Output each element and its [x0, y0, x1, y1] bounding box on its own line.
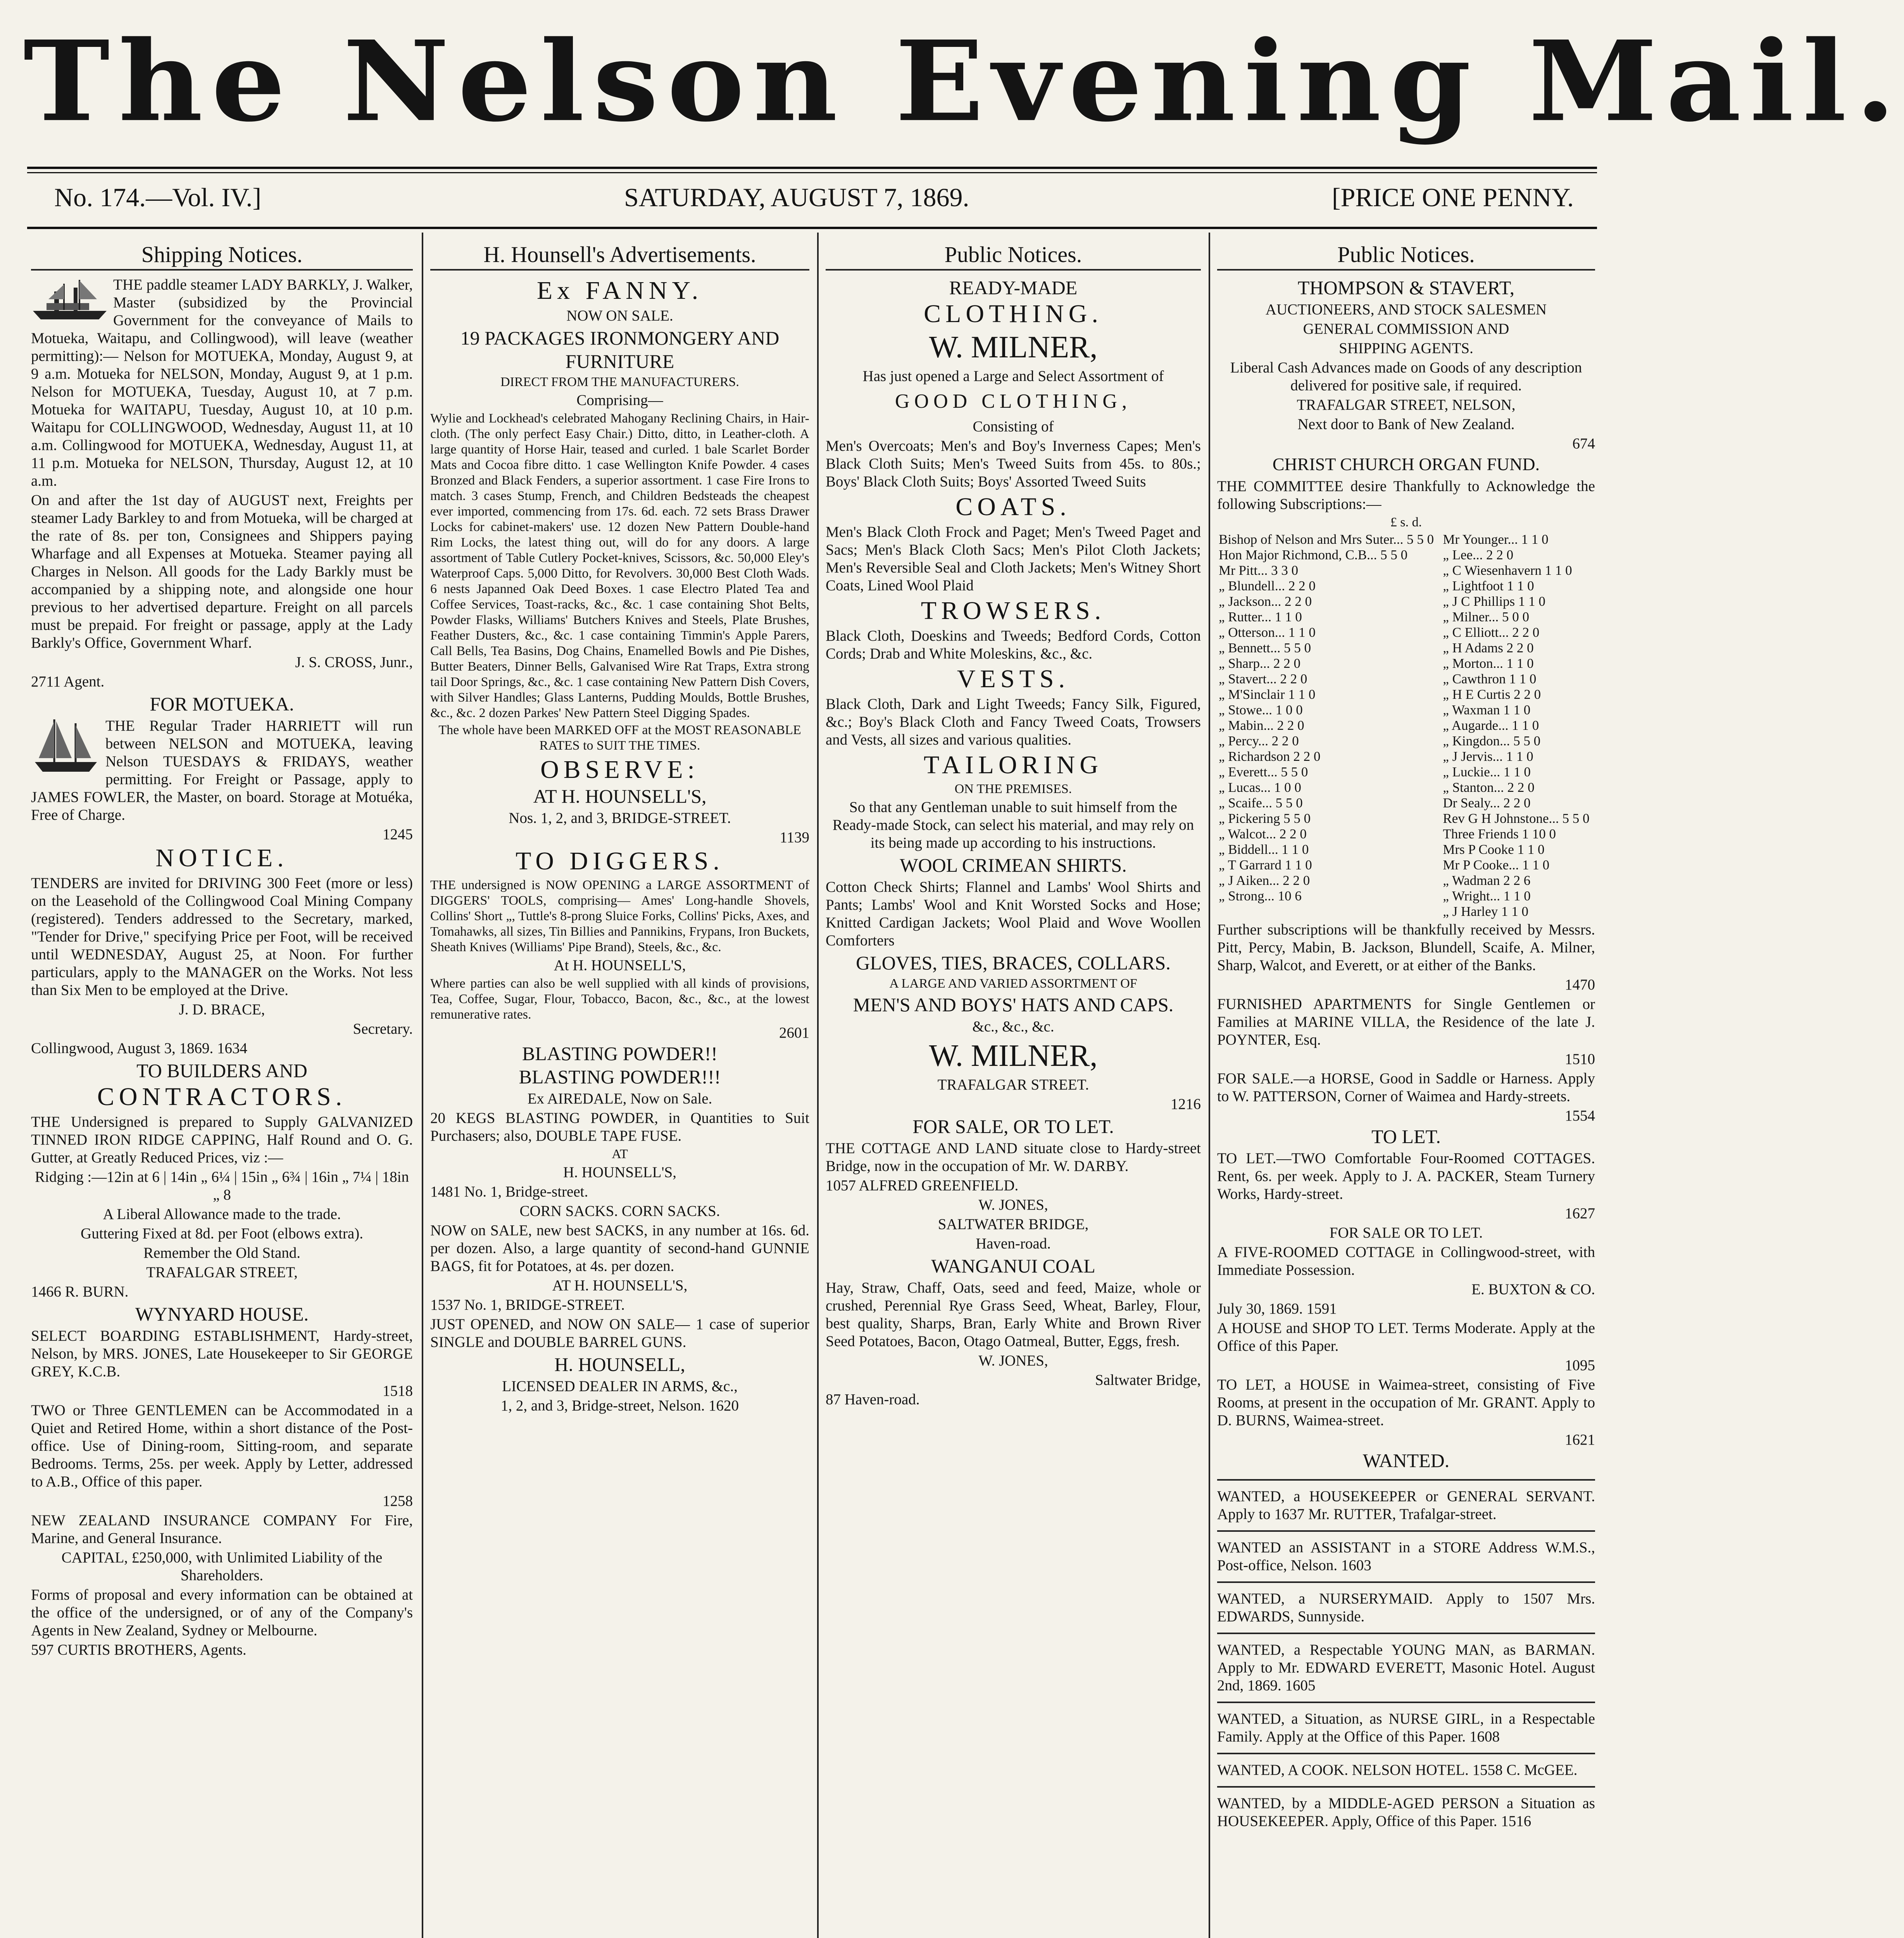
- subscriber-left: „ Rutter... 1 1 0: [1219, 609, 1302, 624]
- ad-separator: [1217, 1479, 1595, 1481]
- ad-separator: [1217, 1702, 1595, 1703]
- ad-subheading: Ex AIREDALE, Now on Sale.: [527, 1090, 712, 1107]
- subscriber-left: „ Jackson... 2 2 0: [1219, 594, 1312, 609]
- subscriber-right: „ J Jervis... 1 1 0: [1443, 749, 1533, 764]
- issue-price: [PRICE ONE PENNY.: [1331, 183, 1574, 212]
- ad-insurance: [31, 1512, 413, 1659]
- ad-number: 674: [1572, 435, 1595, 452]
- ad-price-list: Ridging :—12in at 6 | 14in „ 6¼ | 15in „ 6¾ | 16in „ 7¼ | 18in „ 8: [34, 1169, 409, 1203]
- ad-body: On and after the 1st day of AUGUST next, Freights per steamer Lady Barkley to and from Motueka, will be charged at the rate of 8s. per ton, Consignees and Shippers paying Wharfage and all Expenses at Motueka. Steamer paying all Charges in Nelson. All goods for the Lady Barkly must be accompanied by a shipping note, and alongside one hour previous to her advertised departure. Freight on all parcels must be prepaid. For freight or passage, apply at the Lady Barkly's Office, Government Wharf.: [31, 492, 413, 651]
- subscriber-left: „ Lucas... 1 0 0: [1219, 780, 1301, 795]
- subscriber-left: Mr Pitt... 3 3 0: [1219, 563, 1299, 578]
- steamer-icon: [31, 276, 109, 322]
- ad-signature: W. JONES,: [978, 1352, 1048, 1369]
- ad-heading: BLASTING POWDER!!!: [519, 1066, 721, 1088]
- ad-body: A FIVE-ROOMED COTTAGE in Collingwood-street, with Immediate Possession.: [1217, 1244, 1595, 1278]
- ad-heading: VESTS.: [957, 665, 1070, 693]
- ad-subheading: AUCTIONEERS, AND STOCK SALESMEN: [1265, 301, 1547, 318]
- column-public-notices-2: [1217, 240, 1595, 1938]
- ad-builders: [31, 1059, 413, 1301]
- ad-heading: CORN SACKS. CORN SACKS.: [519, 1203, 720, 1219]
- ad-notice-tenders: [31, 843, 413, 1057]
- ad-heading: TAILORING: [924, 751, 1103, 779]
- ad-house-and-shop: [1217, 1319, 1595, 1374]
- subscriber-right: „ C Elliott... 2 2 0: [1443, 625, 1540, 640]
- subscriber-left: „ Stavert... 2 2 0: [1219, 671, 1307, 686]
- ad-body: The whole have been MARKED OFF at the MOST REASONABLE RATES to SUIT THE TIMES.: [438, 723, 801, 753]
- wanted-item: WANTED an ASSISTANT in a STORE Address W.M.S., Post-office, Nelson. 1603: [1217, 1539, 1595, 1574]
- ad-heading: NOTICE.: [155, 844, 288, 872]
- issue-date: SATURDAY, AUGUST 7, 1869.: [624, 183, 969, 212]
- ad-wanted: [1217, 1449, 1595, 1830]
- ad-address: TRAFALGAR STREET.: [937, 1076, 1089, 1093]
- ad-for-motueka: [31, 692, 413, 843]
- column-divider: [422, 233, 423, 1938]
- column-heading: Shipping Notices.: [31, 240, 413, 271]
- ad-address: 1, 2, and 3, Bridge-street, Nelson. 1620: [500, 1397, 739, 1414]
- ad-body: FURNISHED APARTMENTS for Single Gentlemen or Families at MARINE VILLA, the Residence of the late J. POYNTER, Esq.: [1217, 996, 1595, 1048]
- ad-address: TRAFALGAR STREET, NELSON,: [1297, 397, 1516, 413]
- subscriber-right: „ Stanton... 2 2 0: [1443, 780, 1535, 795]
- ad-item-list: Black Cloth, Dark and Light Tweeds; Fancy Silk, Figured, &c.; Boy's Black Cloth and Fancy Tweed Coats, Trowsers and Vests, all sizes and various qualities.: [826, 696, 1201, 748]
- ad-body: Has just opened a Large and Select Assortment of: [862, 368, 1164, 384]
- subscriber-right: „ C Wiesenhavern 1 1 0: [1443, 563, 1572, 578]
- subscriber-left: „ M'Sinclair 1 1 0: [1219, 687, 1316, 702]
- subscriber-left: „ Everett... 5 5 0: [1219, 764, 1308, 779]
- ad-signature: AT H. HOUNSELL'S,: [552, 1277, 688, 1294]
- ad-heading: BLASTING POWDER!!: [522, 1043, 718, 1064]
- ad-body: NEW ZEALAND INSURANCE COMPANY For Fire, Marine, and General Insurance.: [31, 1512, 413, 1547]
- ad-signature: 597 CURTIS BROTHERS, Agents.: [31, 1641, 247, 1658]
- subscriber-left: Bishop of Nelson and Mrs Suter... 5 5 0: [1219, 532, 1434, 547]
- ad-body: AT: [612, 1147, 628, 1161]
- subscriber-left: „ Otterson... 1 1 0: [1219, 625, 1316, 640]
- ad-number: 1621: [1565, 1431, 1595, 1448]
- ad-body: &c., &c., &c.: [972, 1018, 1054, 1035]
- ad-subheading: DIRECT FROM THE MANUFACTURERS.: [500, 375, 739, 389]
- subscriber-left: Hon Major Richmond, C.B... 5 5 0: [1219, 547, 1408, 562]
- issue-number: No. 174.—Vol. IV.]: [54, 183, 261, 212]
- ad-body: JUST OPENED, and NOW ON SALE— 1 case of superior SINGLE and DOUBLE BARREL GUNS.: [430, 1316, 809, 1350]
- subscriber-right: „ Kingdon... 5 5 0: [1443, 733, 1541, 748]
- ad-heading: WOOL CRIMEAN SHIRTS.: [900, 854, 1127, 876]
- ad-heading: FOR SALE, OR TO LET.: [912, 1116, 1114, 1137]
- ad-gentlemen: [31, 1402, 413, 1510]
- wanted-item: WANTED, a NURSERYMAID. Apply to 1507 Mrs. EDWARDS, Sunnyside.: [1217, 1590, 1595, 1625]
- ad-footer: 1537 No. 1, BRIDGE-STREET.: [430, 1297, 625, 1313]
- ad-address: TRAFALGAR STREET,: [146, 1264, 298, 1281]
- ad-item-list: Cotton Check Shirts; Flannel and Lambs' Wool Shirts and Pants; Lambs' Wool and Knit Worsted Socks and Hose; Knitted Cardigan Jackets; Wool Plaid and Wove Woollen Comforters: [826, 879, 1201, 949]
- subscriber-right: Dr Sealy... 2 2 0: [1443, 795, 1531, 810]
- ad-body: A HOUSE and SHOP TO LET. Terms Moderate. Apply at the Office of this Paper.: [1217, 1320, 1595, 1354]
- ad-number: 1216: [1171, 1096, 1201, 1112]
- ad-body: So that any Gentleman unable to suit himself from the Ready-made Stock, can select his material, and may rely on its being made up according to his instructions.: [832, 799, 1194, 851]
- ad-number: 2711 Agent.: [31, 673, 105, 690]
- ad-heading: TO BUILDERS AND: [136, 1060, 307, 1081]
- ad-subheading: SHIPPING AGENTS.: [1339, 340, 1473, 357]
- ad-body: TWO or Three GENTLEMEN can be Accommodated in a Quiet and Retired Home, within a short distance of the Post-office. Use of Dining-room, Sitting-room, and separate Bedrooms. Terms, 25s. per week. Apply by Letter, addressed to A.B., Office of this paper.: [31, 1402, 413, 1490]
- ad-body: THE COTTAGE AND LAND situate close to Hardy-street Bridge, now in the occupation of Mr. W. DARBY.: [826, 1140, 1201, 1174]
- column-public-notices-1: [826, 240, 1201, 1938]
- ad-blasting-powder: [430, 1042, 809, 1201]
- ad-heading: CLOTHING.: [924, 300, 1103, 328]
- ad-heading: FOR MOTUEKA.: [150, 693, 294, 715]
- column-heading: Public Notices.: [1217, 240, 1595, 271]
- subscriber-right: „ Milner... 5 0 0: [1443, 609, 1529, 624]
- ad-separator: [1217, 1633, 1595, 1634]
- ad-currency-header: £ s. d.: [1390, 515, 1422, 529]
- ad-heading: THOMPSON & STAVERT,: [1297, 277, 1515, 298]
- subscriber-right: „ Augarde... 1 1 0: [1443, 718, 1539, 733]
- subscriber-right: Three Friends 1 10 0: [1443, 826, 1556, 841]
- ad-address: Nos. 1, 2, and 3, BRIDGE-STREET.: [509, 810, 731, 826]
- subscriber-right: Mr Younger... 1 1 0: [1443, 532, 1549, 547]
- subscriber-left: „ Stowe... 1 0 0: [1219, 702, 1303, 717]
- ad-body: Guttering Fixed at 8d. per Foot (elbows extra).: [81, 1225, 363, 1242]
- newspaper-title: The Nelson Evening Mail.: [23, 16, 1904, 147]
- ad-address: Next door to Bank of New Zealand.: [1297, 416, 1515, 433]
- subscriber-right: „ Wadman 2 2 6: [1443, 873, 1531, 888]
- subscriber-right: „ H Adams 2 2 0: [1443, 640, 1534, 655]
- wanted-item: WANTED, a HOUSEKEEPER or GENERAL SERVANT. Apply to 1637 Mr. RUTTER, Trafalgar-street.: [1217, 1488, 1595, 1522]
- ad-heading: TO DIGGERS.: [516, 847, 724, 875]
- ad-body: Liberal Cash Advances made on Goods of any description delivered for positive sale, if required.: [1230, 359, 1582, 394]
- ad-body: THE COMMITTEE desire Thankfully to Acknowledge the following Subscriptions:—: [1217, 478, 1595, 512]
- ad-body: THE Undersigned is prepared to Supply GALVANIZED TINNED IRON RIDGE CAPPING, Half Round and O. G. Gutter, at Greatly Reduced Prices, viz :—: [31, 1114, 413, 1166]
- ad-item-list: Hay, Straw, Chaff, Oats, seed and feed, Maize, whole or crushed, Perennial Rye Grass Seed, Wheat, Barley, Flour, best quality, Sharps, Bran, Early White and Brown River Seed Potatoes, Bacon, Otago Oatmeal, Butter, Eggs, fresh.: [826, 1279, 1201, 1350]
- ad-heading: WANGANUI COAL: [931, 1255, 1095, 1277]
- ad-signature-title: Secretary.: [353, 1021, 413, 1037]
- ad-heading: W. MILNER,: [929, 330, 1098, 364]
- ad-heading: COATS.: [955, 493, 1071, 521]
- ad-corn-sacks: [430, 1202, 809, 1314]
- ad-number: 1258: [383, 1493, 413, 1509]
- subscription-table: [1217, 532, 1595, 919]
- ad-item-list: Black Cloth, Doeskins and Tweeds; Bedford Cords, Cotton Cords; Drab and White Moleskins, &c., &c.: [826, 628, 1201, 662]
- top-rule: [27, 167, 1597, 169]
- column-divider: [1209, 233, 1210, 1938]
- ad-body: Comprising—: [576, 392, 663, 409]
- ad-address: Saltwater Bridge,: [1095, 1372, 1201, 1388]
- section-heading: WANTED.: [1362, 1450, 1450, 1471]
- ad-number: 1518: [383, 1383, 413, 1399]
- ad-number: 2601: [779, 1024, 809, 1041]
- ad-item-list: Men's Overcoats; Men's and Boy's Inverness Capes; Men's Black Cloth Suits; Men's Tweed Suits from 45s. to 80s.; Boys' Black Cloth Suits; Boys' Assorted Tweed Suits: [826, 438, 1201, 490]
- ad-body: TENDERS are invited for DRIVING 300 Feet (more or less) on the Leasehold of the Collingwood Coal Mining Company (registered). Tenders addressed to the Secretary, marked, "Tender for Drive," specifying Price per Foot, will be received until WEDNESDAY, August 25, at Noon. For further particulars, apply to the MANAGER on the Works. Not less than Six Men to be employed at the Drive.: [31, 875, 413, 998]
- ad-heading: CHRIST CHURCH ORGAN FUND.: [1272, 454, 1540, 474]
- subscriber-right: „ Cawthron 1 1 0: [1443, 671, 1537, 686]
- ad-horse-for-sale: [1217, 1070, 1595, 1125]
- wanted-item: WANTED, A COOK. NELSON HOTEL. 1558 C. McGEE.: [1217, 1762, 1578, 1778]
- top-rule-thin: [27, 172, 1597, 173]
- ad-signature: H. HOUNSELL'S,: [563, 1164, 676, 1181]
- column-hounsell: [430, 240, 809, 1938]
- dateline-rule: [27, 227, 1597, 229]
- wanted-item: WANTED, a Respectable YOUNG MAN, as BARMAN. Apply to Mr. EDWARD EVERETT, Masonic Hotel. August 2nd, 1869. 1605: [1217, 1641, 1595, 1694]
- ad-body: FOR SALE.—a HORSE, Good in Saddle or Harness. Apply to W. PATTERSON, Corner of Waimea and Hardy-streets.: [1217, 1070, 1595, 1105]
- column-heading: Public Notices.: [826, 240, 1201, 271]
- ad-subheading: SALTWATER BRIDGE,: [938, 1216, 1089, 1233]
- ad-body: 20 KEGS BLASTING POWDER, in Quantities to Suit Purchasers; also, DOUBLE TAPE FUSE.: [430, 1110, 809, 1144]
- ad-body: A Liberal Allowance made to the trade.: [103, 1206, 341, 1222]
- ad-body: CAPITAL, £250,000, with Unlimited Liability of the Shareholders.: [61, 1549, 383, 1584]
- ad-separator: [1217, 1786, 1595, 1788]
- ad-footer: 1481 No. 1, Bridge-street.: [430, 1183, 588, 1200]
- ad-to-diggers: [430, 847, 809, 1042]
- subscriber-left: „ Richardson 2 2 0: [1219, 749, 1321, 764]
- ad-footer: 87 Haven-road.: [826, 1391, 920, 1408]
- ad-furnished-apartments: [1217, 995, 1595, 1068]
- subscriber-left: „ Percy... 2 2 0: [1219, 733, 1299, 748]
- ad-number: 1139: [780, 829, 809, 846]
- ad-address: Haven-road.: [976, 1235, 1051, 1252]
- ad-body: THE paddle steamer LADY BARKLY, J. Walker, Master (subsidized by the Provincial Government for the conveyance of Mails to Motueka, Waitapu, and Collingwood), will leave (weather permitting):— Nelson for MOTUEKA, Monday, August 9, at 9 a.m. Motueka for NELSON, Monday, August 9, at 1 p.m. Nelson for MOTUEKA, Tuesday, August 10, at 7 p.m. Motueka for WAITAPU, Tuesday, August 10, at 10 p.m. Waitapu for COLLINGWOOD, Wednesday, August 11, at 10 a.m. Collingwood for MOTUEKA, Wednesday, August 11, at 11 p.m. Motueka for NELSON, Thursday, August 12, at 10 a.m.: [31, 276, 413, 489]
- ad-guns: [430, 1316, 809, 1415]
- ad-heading: READY-MADE: [949, 277, 1078, 298]
- ad-signature: J. D. BRACE,: [179, 1001, 265, 1018]
- column-shipping: [31, 240, 413, 1938]
- ad-item-list: Wylie and Lockhead's celebrated Mahogany Reclining Chairs, in Hair-cloth. (The only perfect Easy Chair.) Ditto, ditto, in Leather-cloth. A large quantity of Horse Hair, teased and curled. 1 bale Scarlet Border Mats and Cocoa fibre ditto. 1 case Wellington Knife Powder. 4 cases Bronzed and Black Fenders, a superior assortment. 1 case Fire Irons to match. 3 cases Stump, French, and Children Bedsteads the cheapest ever imported, commencing from 17s. 6d. each. 72 sets Brass Drawer Locks for cabinet-makers' use. 12 dozen New Pattern Double-hand Rim Locks, the latest thing out, will do for any doors. A large assortment of Table Cutlery Pocket-knives, Scissors, &c. 50,000 Eley's Waterproof Caps. 5,000 Ditto, for Revolvers. 30,000 Best Cloth Wads. 6 nests Japanned Oak Deed Boxes. 1 case Electro Plated Tea and Coffee Services, Toast-racks, &c., &c. 1 case containing Shot Belts, Powder Flasks, Williams' Butchers Knives and Steels, Plate Brushes, Feather Dusters, &c., &c. 1 case containing Timmin's Apple Parers, Call Bells, Tea Basins, Dog Chains, Enamelled Bowls and Pie Dishes, Butter Beaters, Dinner Bells, Galvanised Wire Rat Traps, Extra strong tail Door Springs, &c., &c. 1 case containing New Pattern Dish Covers, with Silver Handles; Glass Lanterns, Pudding Moulds, Bottle Brushes, &c., &c. 2 dozen Parkes' New Pattern Steel Digging Spades.: [430, 411, 809, 720]
- ad-signature: E. BUXTON & CO.: [1471, 1281, 1595, 1298]
- subscriber-left: „ Strong... 10 6: [1219, 888, 1302, 903]
- subscriber-right: „ Morton... 1 1 0: [1443, 656, 1534, 671]
- subscriber-left: „ Sharp... 2 2 0: [1219, 656, 1300, 671]
- subscriber-right: „ Wright... 1 1 0: [1443, 888, 1531, 903]
- column-heading: H. Hounsell's Advertisements.: [430, 240, 809, 271]
- subscriber-right: „ H E Curtis 2 2 0: [1443, 687, 1541, 702]
- ad-body: Where parties can also be well supplied with all kinds of provisions, Tea, Coffee, Sugar, Flour, Tobacco, Bacon, &c., &c., at the lowest remunerative rates.: [430, 976, 809, 1022]
- ad-signature: J. S. CROSS, Junr.,: [295, 654, 413, 671]
- ad-signature: 1466 R. BURN.: [31, 1283, 129, 1300]
- ad-separator: [1217, 1753, 1595, 1754]
- ad-heading: GOOD CLOTHING,: [895, 390, 1131, 412]
- wanted-item: WANTED, a Situation, as NURSE GIRL, in a Respectable Family. Apply at the Office of this Paper. 1608: [1217, 1710, 1595, 1745]
- ad-subheading: NOW ON SALE.: [566, 307, 673, 324]
- ad-organ-fund: [1217, 453, 1595, 994]
- ad-body: TO LET.—TWO Comfortable Four-Roomed COTTAGES. Rent, 6s. per week. Apply to J. A. PACKER, Steam Turnery Works, Hardy-street.: [1217, 1150, 1595, 1202]
- ad-number: 1245: [383, 826, 413, 843]
- ad-body: THE Regular Trader HARRIETT will run between NELSON and MOTUEKA, leaving Nelson TUESDAYS & FRIDAYS, weather permitting. For Freight or Passage, apply to JAMES FOWLER, the Master, on board. Storage at Motuéka, Free of Charge.: [31, 717, 413, 823]
- ad-signature: H. HOUNSELL,: [554, 1353, 685, 1375]
- subscriber-right: Mr P Cooke... 1 1 0: [1443, 857, 1550, 872]
- ad-heading: WYNYARD HOUSE.: [135, 1303, 309, 1325]
- ad-subheading: A LARGE AND VARIED ASSORTMENT OF: [889, 976, 1137, 991]
- subscriber-left: „ Mabin... 2 2 0: [1219, 718, 1304, 733]
- ad-heading: W. MILNER,: [929, 1039, 1098, 1073]
- sailing-ship-icon: [31, 716, 101, 774]
- subscriber-right: Rev G H Johnstone... 5 5 0: [1443, 811, 1590, 826]
- ad-body: THE undersigned is NOW OPENING a LARGE ASSORTMENT of DIGGERS' TOOLS, comprising— Ames' Long-handle Shovels, Collins' Short „, Tuttle's 8-prong Sluice Forks, Collins' Picks, Axes, and Tomahawks, all sizes, Tin Billies and Pannikins, Frypans, Iron Buckets, Sheath Knives (Williams' Pipe Brand), Steels, &c., &c.: [430, 878, 809, 954]
- ad-ex-fanny: [430, 276, 809, 847]
- ad-wynyard-house: [31, 1302, 413, 1400]
- ad-cottage: [826, 1115, 1201, 1195]
- ad-subheading: At H. HOUNSELL'S,: [554, 957, 686, 974]
- subscriber-right: „ Luckie... 1 1 0: [1443, 764, 1531, 779]
- ad-heading: OBSERVE:: [540, 755, 699, 784]
- ad-thompson-stavert: [1217, 276, 1595, 453]
- ad-number: 1627: [1565, 1205, 1595, 1222]
- ad-heading: Ex FANNY.: [536, 276, 703, 305]
- subscriber-left: „ Pickering 5 5 0: [1219, 811, 1311, 826]
- subscriber-left: „ Blundell... 2 2 0: [1219, 578, 1316, 593]
- ad-heading: GLOVES, TIES, BRACES, COLLARS.: [856, 952, 1171, 974]
- ad-heading: TROWSERS.: [921, 597, 1106, 625]
- ad-subheading: GENERAL COMMISSION AND: [1303, 321, 1509, 337]
- ad-body: Forms of proposal and every information can be obtained at the office of the undersigned, or of any of the Company's Agents in New Zealand, Sydney or Melbourne.: [31, 1586, 413, 1639]
- ad-heading: W. JONES,: [978, 1197, 1048, 1213]
- ad-body: SELECT BOARDING ESTABLISHMENT, Hardy-street, Nelson, by MRS. JONES, Late Housekeeper to Sir GEORGE GREY, K.C.B.: [31, 1328, 413, 1380]
- ad-number: 1470: [1565, 976, 1595, 993]
- ad-item-list: Men's Black Cloth Frock and Paget; Men's Tweed Paget and Sacs; Men's Black Cloth Sacs; Men's Pilot Cloth Jackets; Men's Reversible Seal and Cloth Jackets; Men's Witney Short Coats, Lined Wool Plaid: [826, 524, 1201, 594]
- ad-number: 1095: [1565, 1357, 1595, 1374]
- ad-footer: July 30, 1869. 1591: [1217, 1300, 1337, 1317]
- ad-w-jones: [826, 1196, 1201, 1409]
- subscriber-left: „ Biddell... 1 1 0: [1219, 842, 1309, 857]
- subscriber-right: „ Lee... 2 2 0: [1443, 547, 1514, 562]
- subscriber-left: „ Walcot... 2 2 0: [1219, 826, 1307, 841]
- ad-separator: [1217, 1581, 1595, 1583]
- subscriber-left: „ Scaife... 5 5 0: [1219, 795, 1303, 810]
- ad-body: NOW on SALE, new best SACKS, in any number at 16s. 6d. per dozen. Also, a large quantity of second-hand GUNNIE BAGS, fit for Potatoes, at 4s. per dozen.: [430, 1222, 809, 1274]
- ad-body: Consisting of: [973, 418, 1054, 435]
- ad-heading: MEN'S AND BOYS' HATS AND CAPS.: [853, 994, 1174, 1016]
- ad-to-let: [1217, 1125, 1595, 1222]
- subscriber-right: „ Lightfoot 1 1 0: [1443, 578, 1534, 593]
- ad-heading: 19 PACKAGES IRONMONGERY AND FURNITURE: [460, 327, 780, 372]
- ad-heading: FOR SALE OR TO LET.: [1329, 1224, 1483, 1241]
- subscriber-left: „ Bennett... 5 5 0: [1219, 640, 1311, 655]
- ad-footer: Collingwood, August 3, 1869. 1634: [31, 1040, 247, 1057]
- ad-sale-or-let: [1217, 1224, 1595, 1318]
- ad-number: 1554: [1565, 1107, 1595, 1124]
- wanted-item: WANTED, by a MIDDLE-AGED PERSON a Situation as HOUSEKEEPER. Apply, Office of this Paper. 1516: [1217, 1795, 1595, 1829]
- ad-lady-barkly: [31, 276, 413, 691]
- ad-separator: [1217, 1530, 1595, 1532]
- ad-body: TO LET, a HOUSE in Waimea-street, consisting of Five Rooms, at present in the occupation of Mr. GRANT. Apply to D. BURNS, Waimea-street.: [1217, 1376, 1595, 1429]
- subscriber-right: Mrs P Cooke 1 1 0: [1443, 842, 1545, 857]
- ad-milner-clothing: [826, 276, 1201, 1113]
- ad-number: 1510: [1565, 1051, 1595, 1067]
- subscriber-left: „ J Aiken... 2 2 0: [1219, 873, 1310, 888]
- masthead: [23, 8, 1904, 155]
- ad-heading: AT H. HOUNSELL'S,: [533, 785, 707, 807]
- ad-footer: 1057 ALFRED GREENFIELD.: [826, 1177, 1019, 1194]
- ad-body: Remember the Old Stand.: [143, 1245, 301, 1261]
- column-divider: [817, 233, 819, 1938]
- subscriber-right: „ J C Phillips 1 1 0: [1443, 594, 1545, 609]
- subscriber-left: „ T Garrard 1 1 0: [1219, 857, 1312, 872]
- subscriber-right: „ Waxman 1 1 0: [1443, 702, 1531, 717]
- ad-subheading: ON THE PREMISES.: [954, 782, 1072, 796]
- subscriber-right: „ J Harley 1 1 0: [1443, 904, 1528, 919]
- ad-body: LICENSED DEALER IN ARMS, &c.,: [502, 1378, 738, 1395]
- section-heading: TO LET.: [1371, 1126, 1441, 1147]
- ad-waimea-house: [1217, 1376, 1595, 1449]
- ad-body: Further subscriptions will be thankfully received by Messrs. Pitt, Percy, Mabin, B. Jackson, Blundell, Scaife, A. Milner, Sharp, Walcot, and Everett, or at either of the Banks.: [1217, 921, 1595, 974]
- ad-heading: CONTRACTORS.: [97, 1083, 347, 1111]
- dateline: [43, 182, 1585, 225]
